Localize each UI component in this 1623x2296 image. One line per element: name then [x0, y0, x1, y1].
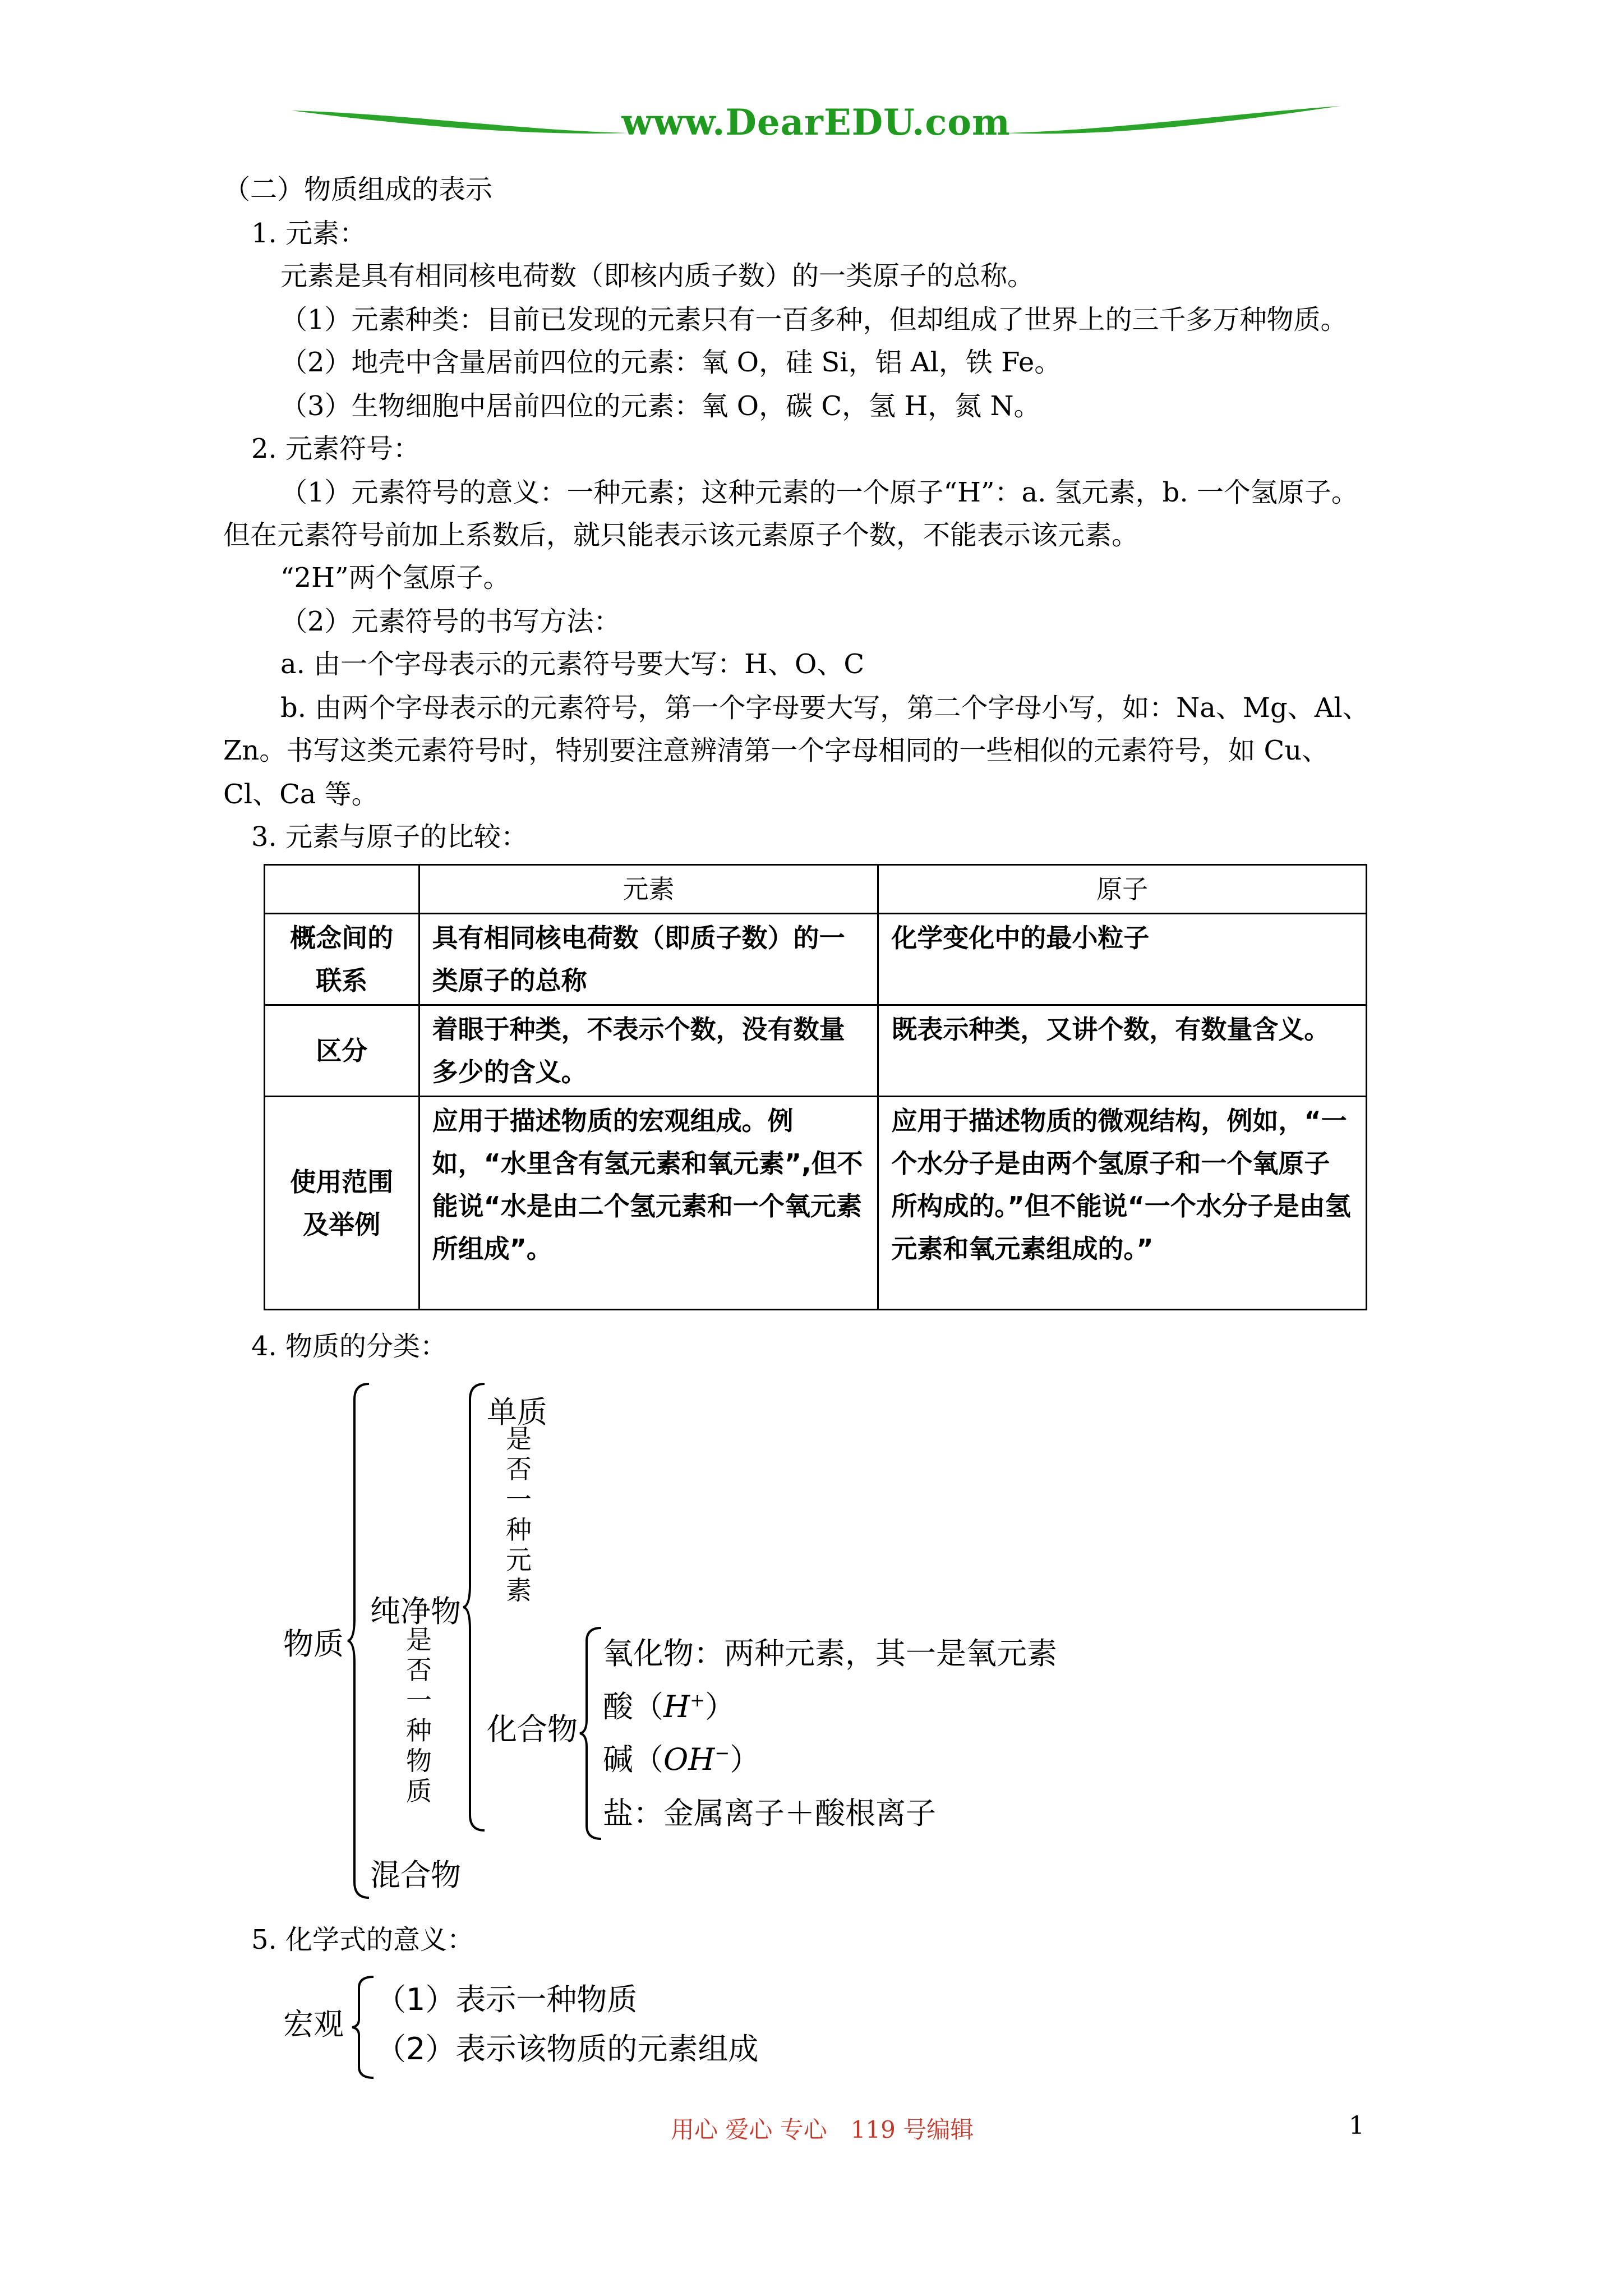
s2-p1c: “2H”两个氢原子。	[280, 562, 510, 593]
acid-charge: +	[690, 1690, 705, 1711]
col-header-element: 元素	[419, 865, 878, 914]
s1-definition: 元素是具有相同核电荷数（即核内质子数）的一类原子的总称。	[280, 260, 1035, 292]
s1-heading: 1. 元素：	[251, 218, 367, 249]
class-compound: 化合物	[487, 1711, 578, 1747]
acid-close: ）	[704, 1689, 735, 1724]
class-salt: 盐：金属离子＋酸根离子	[603, 1796, 936, 1831]
brace-root	[347, 1383, 371, 1899]
table-row	[265, 914, 1367, 1005]
table-corner-cell	[265, 865, 419, 914]
class-base	[603, 1736, 760, 1779]
base-charge: −	[714, 1742, 730, 1764]
class-acid	[603, 1683, 735, 1726]
row-head-difference: 区分	[265, 1005, 419, 1097]
brace-macro	[351, 1976, 376, 2079]
cell-atom-usage: 应用于描述物质的微观结构，例如，“一个水分子是由两个氢原子和一个氧原子所构成的。”但不能说“一个水分子是由氢元素和氧元素组成的。”	[878, 1097, 1367, 1310]
class-mixture: 混合物	[370, 1857, 461, 1893]
base-label: 碱（	[603, 1742, 663, 1777]
row-head-relation: 概念间的联系	[265, 914, 419, 1005]
row-head-usage: 使用范围及举例	[265, 1097, 419, 1310]
s1-p3: （3）生物细胞中居前四位的元素：氧 O，碳 C，氢 H，氮 N。	[280, 390, 1041, 422]
cell-element-relation: 具有相同核电荷数（即质子数）的一类原子的总称	[419, 914, 878, 1005]
class-root: 物质	[283, 1626, 344, 1662]
class-pure: 纯净物	[370, 1594, 461, 1629]
s1-p2: （2）地壳中含量居前四位的元素：氧 O，硅 Si，铝 Al，铁 Fe。	[280, 347, 1062, 378]
s2-heading: 2. 元素符号：	[251, 433, 421, 464]
brace-pure	[462, 1383, 487, 1832]
acid-ion: H	[663, 1689, 690, 1724]
table-row	[265, 1005, 1367, 1097]
footer-text: 用心 爱心 专心 119 号编辑	[671, 2116, 974, 2143]
acid-label: 酸（	[603, 1689, 663, 1724]
cell-atom-relation: 化学变化中的最小粒子	[878, 914, 1367, 1005]
page-number: 1	[1349, 2111, 1364, 2140]
s5-heading: 5. 化学式的意义：	[251, 1924, 474, 1955]
table-row	[265, 1097, 1367, 1310]
macro-label: 宏观	[283, 2007, 344, 2042]
cell-atom-difference: 既表示种类，又讲个数，有数量含义。	[878, 1005, 1367, 1097]
s3-heading: 3. 元素与原子的比较：	[251, 821, 528, 853]
s2-pb2: Zn。书写这类元素符号时，特别要注意辨清第一个字母相同的一些相似的元素符号，如 Cu、	[223, 735, 1329, 766]
header-banner	[292, 98, 1340, 149]
col-header-atom: 原子	[878, 865, 1367, 914]
s2-pa: a. 由一个字母表示的元素符号要大写：H、O、C	[280, 648, 865, 680]
class-oxide: 氧化物：两种元素，其一是氧元素	[603, 1636, 1057, 1671]
s2-pb3: Cl、Ca 等。	[223, 779, 379, 810]
s1-p1: （1）元素种类：目前已发现的元素只有一百多种，但却组成了世界上的三千多万种物质。	[280, 304, 1348, 335]
comparison-table	[264, 864, 1367, 1310]
section-title: （二）物质组成的表示	[223, 174, 493, 205]
s2-p1a: （1）元素符号的意义：一种元素；这种元素的一个原子“H”：a. 氢元素，b. 一个氢原子。	[280, 477, 1358, 508]
s4-heading: 4. 物质的分类：	[251, 1331, 448, 1362]
s2-p2: （2）元素符号的书写方法：	[280, 606, 621, 637]
criterion-element: 是否一种元素	[506, 1424, 532, 1605]
site-title: www.DearEDU.com	[621, 102, 1011, 144]
cell-element-usage: 应用于描述物质的宏观组成。例如，“水里含有氢元素和氧元素”,但不能说“水是由二个氢元素和一个氧元素所组成”。	[419, 1097, 878, 1310]
criterion-pure: 是否一种物质	[406, 1625, 432, 1806]
macro-item-1: （1）表示一种物质	[376, 1982, 638, 2017]
class-element-sub: 单质	[487, 1395, 547, 1430]
s2-p1b: 但在元素符号前加上系数后，就只能表示该元素原子个数，不能表示该元素。	[223, 519, 1139, 551]
s2-pb1: b. 由两个字母表示的元素符号，第一个字母要大写，第二个字母小写，如：Na、Mg、Al、	[280, 692, 1370, 724]
macro-item-2: （2）表示该物质的元素组成	[376, 2031, 759, 2067]
cell-element-difference: 着眼于种类，不表示个数，没有数量多少的含义。	[419, 1005, 878, 1097]
base-ion: OH	[663, 1742, 715, 1777]
base-close: ）	[730, 1742, 760, 1777]
brace-compound	[579, 1627, 603, 1840]
table-header-row	[265, 865, 1367, 914]
